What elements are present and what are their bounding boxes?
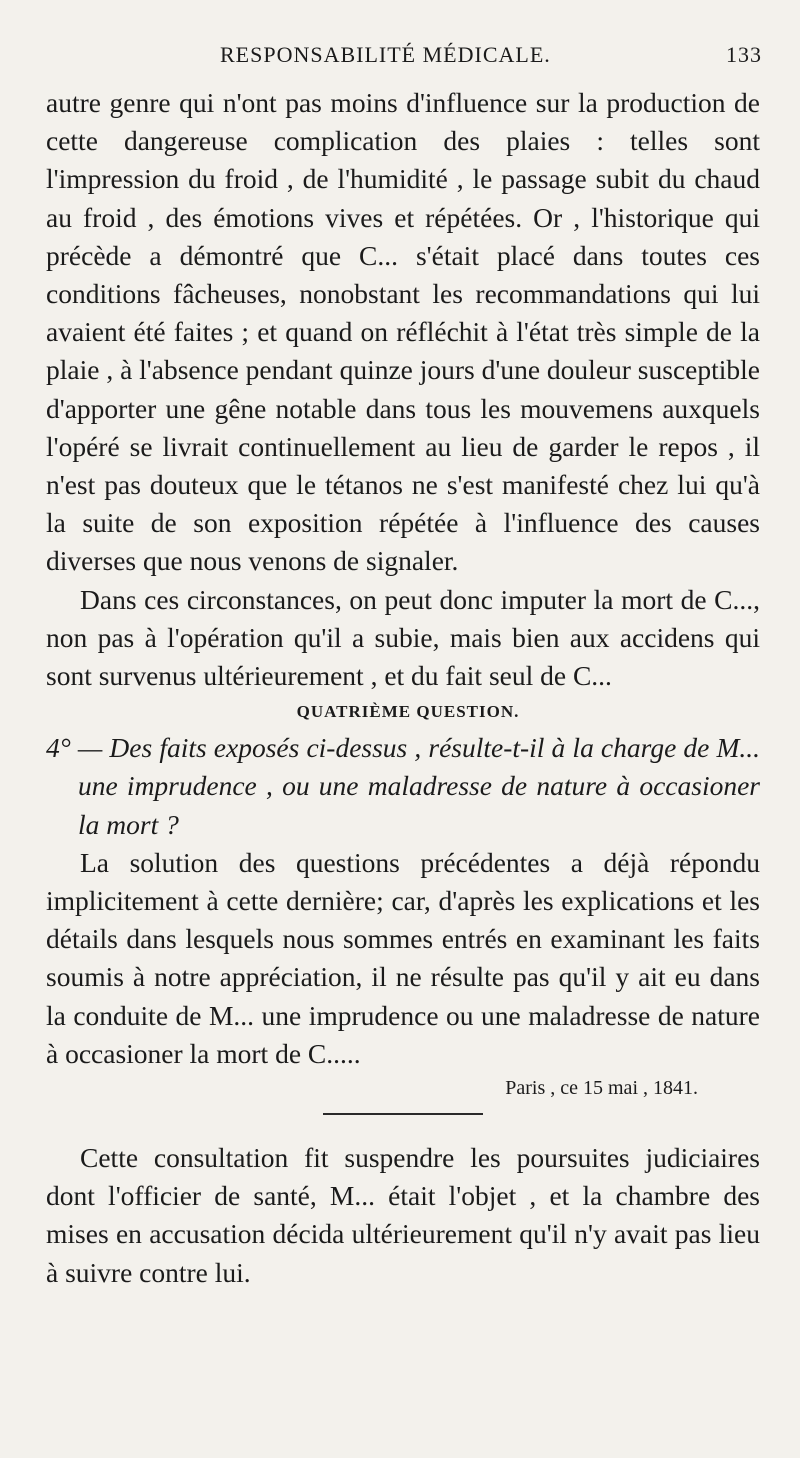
page-body xyxy=(46,84,760,1292)
paragraph-outcome: Cette consultation fit suspendre les poursuites judiciaires dont l'officier de santé, M... était l'objet , et la chambre des mises en accusation décida ultérieurement qu'il n'y avait pas lieu à suivre contre lui. xyxy=(46,1142,760,1288)
date-signoff: Paris , ce 15 mai , 1841. xyxy=(505,1077,698,1100)
question-text: 4° — Des faits exposés ci-dessus , résulte-t-il à la charge de M... une imprudence , ou une maladresse de nature à occasioner la mort ? xyxy=(46,732,760,840)
paragraph-answer: La solution des questions précédentes a déjà répondu implicitement à cette dernière; car, d'après les explications et les détails dans lesquels nous sommes entrés en examinant les faits soumis à notre appréciation, il ne résulte pas qu'il y ait eu dans la conduite de M... une imprudence ou une maladresse de nature à occasioner la mort de C..... xyxy=(46,846,760,1069)
section-heading: QUATRIÈME QUESTION. xyxy=(296,702,520,722)
page-header xyxy=(48,42,770,76)
separator-rule xyxy=(323,1113,483,1115)
running-title: RESPONSABILITÉ MÉDICALE. xyxy=(220,42,551,67)
paragraph-conclusion: Dans ces circonstances, on peut donc imputer la mort de C..., non pas à l'opération qu'il a subie, mais bien aux accidens qui sont survenus ultérieurement , et du fait seul de C... xyxy=(46,583,760,692)
page-number: 133 xyxy=(726,42,762,67)
paragraph-continued: autre genre qui n'ont pas moins d'influence sur la production de cette dangereuse complication des plaies : telles sont l'impression du froid , de l'humidité , le passage subit du chaud au froid , des émotions vives et répétées. Or , l'historique qui précède a démontré que C... s'était placé dans toutes ces conditions fâcheuses, nonobstant les recommandations qui lui avaient été faites ; et quand on réfléchit à l'état très simple de la plaie , à l'absence pendant quinze jours d'une douleur susceptible d'apporter une gêne notable dans tous les mouvemens auxquels l'opéré se livrait continuellement au lieu de garder le repos , il n'est pas douteux que le tétanos ne s'est manifesté chez lui qu'à la suite de son exposition répétée à l'influence des causes diverses que nous venons de signaler. xyxy=(46,87,760,577)
